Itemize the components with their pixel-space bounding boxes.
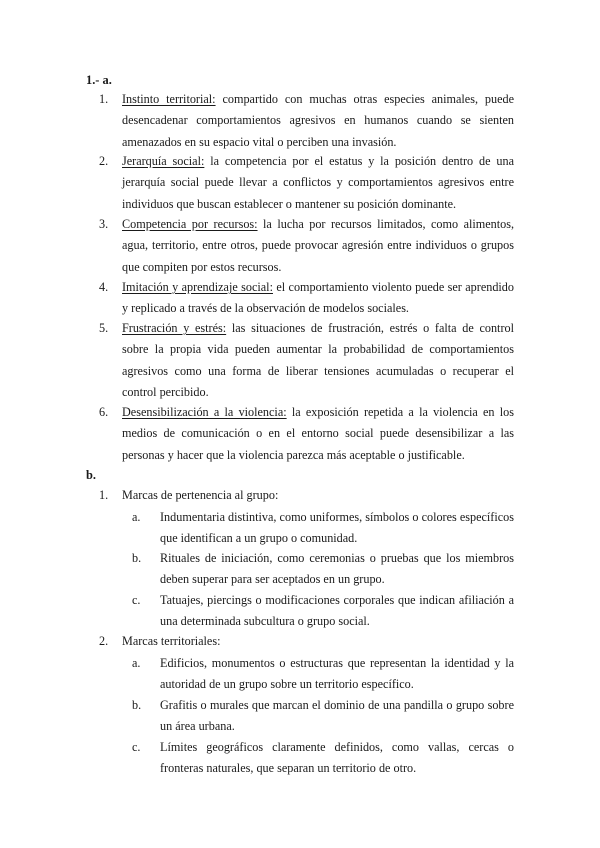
list-heading: Marcas de pertenencia al grupo: <box>122 488 279 502</box>
list-item-a6 <box>99 402 514 466</box>
definition: el comportamiento violento puede ser aprendido y replicado a través de la observación de modelos sociales. <box>122 280 514 316</box>
list-item-b1 <box>99 485 514 506</box>
term: Jerarquía social: <box>122 154 205 168</box>
list-item-a2 <box>99 151 514 215</box>
subitem-text: Edificios, monumentos o estructuras que representan la identidad y la autoridad de un grupo sobre un territorio específico. <box>160 656 514 692</box>
list-number: 2. <box>99 634 109 648</box>
list-subitem-b2a <box>132 653 514 696</box>
list-letter: c. <box>132 593 141 607</box>
list-heading: Marcas territoriales: <box>122 634 221 648</box>
list-letter: a. <box>132 656 141 670</box>
definition: la lucha por recursos limitados, como alimentos, agua, territorio, entre otros, puede provocar agresión entre individuos o grupos que compiten por estos recursos. <box>122 217 514 274</box>
definition: las situaciones de frustración, estrés o falta de control sobre la propia vida pueden aumentar la probabilidad de comportamientos agresivos como una forma de liberar tensiones acumuladas o recuperar el control percibido. <box>122 321 514 399</box>
list-letter: a. <box>132 510 141 524</box>
subitem-text: Límites geográficos claramente definidos, como vallas, cercas o fronteras naturales, que separan un territorio de otro. <box>160 740 514 776</box>
list-item-a4 <box>99 277 514 320</box>
subitem-text: Grafitis o murales que marcan el dominio de una pandilla o grupo sobre un área urbana. <box>160 698 514 734</box>
list-letter: b. <box>132 698 142 712</box>
subitem-text: Indumentaria distintiva, como uniformes, símbolos o colores específicos que identifican a un grupo o comunidad. <box>160 510 514 546</box>
list-number: 3. <box>99 217 109 231</box>
definition: la exposición repetida a la violencia en los medios de comunicación o en el entorno social puede desensibilizar a las personas y hacer que la violencia parezca más aceptable o justificable. <box>122 405 514 462</box>
subitem-text: Rituales de iniciación, como ceremonias o pruebas que los miembros deben superar para ser aceptados en un grupo. <box>160 551 514 587</box>
list-subitem-b1c <box>132 590 514 633</box>
term: Frustración y estrés: <box>122 321 227 335</box>
list-subitem-b1b <box>132 548 514 591</box>
section-a-heading: 1.- a. <box>86 73 112 87</box>
list-subitem-b2b <box>132 695 514 738</box>
list-number: 1. <box>99 92 109 106</box>
list-number: 6. <box>99 405 109 419</box>
term: Imitación y aprendizaje social: <box>122 280 273 294</box>
term: Instinto territorial: <box>122 92 216 106</box>
definition: la competencia por el estatus y la posición dentro de una jerarquía social puede llevar a conflictos y comportamientos agresivos entre individuos que buscan establecer o mantener su posición dominante. <box>122 154 514 211</box>
list-subitem-b1a <box>132 507 514 550</box>
list-number: 1. <box>99 488 109 502</box>
list-letter: c. <box>132 740 141 754</box>
section-b-heading: b. <box>86 468 96 482</box>
list-subitem-b2c <box>132 737 514 780</box>
list-item-a1 <box>99 89 514 153</box>
list-number: 5. <box>99 321 109 335</box>
list-item-a3 <box>99 214 514 278</box>
list-number: 2. <box>99 154 109 168</box>
list-letter: b. <box>132 551 142 565</box>
definition: compartido con muchas otras especies animales, puede desencadenar comportamientos agresivos en humanos cuando se sienten amenazados en su espacio vital o perciben una invasión. <box>122 92 514 149</box>
term: Desensibilización a la violencia: <box>122 405 287 419</box>
list-number: 4. <box>99 280 109 294</box>
term: Competencia por recursos: <box>122 217 258 231</box>
list-item-b2 <box>99 631 514 652</box>
subitem-text: Tatuajes, piercings o modificaciones corporales que indican afiliación a una determinada subcultura o grupo social. <box>160 593 514 629</box>
list-item-a5 <box>99 318 514 403</box>
